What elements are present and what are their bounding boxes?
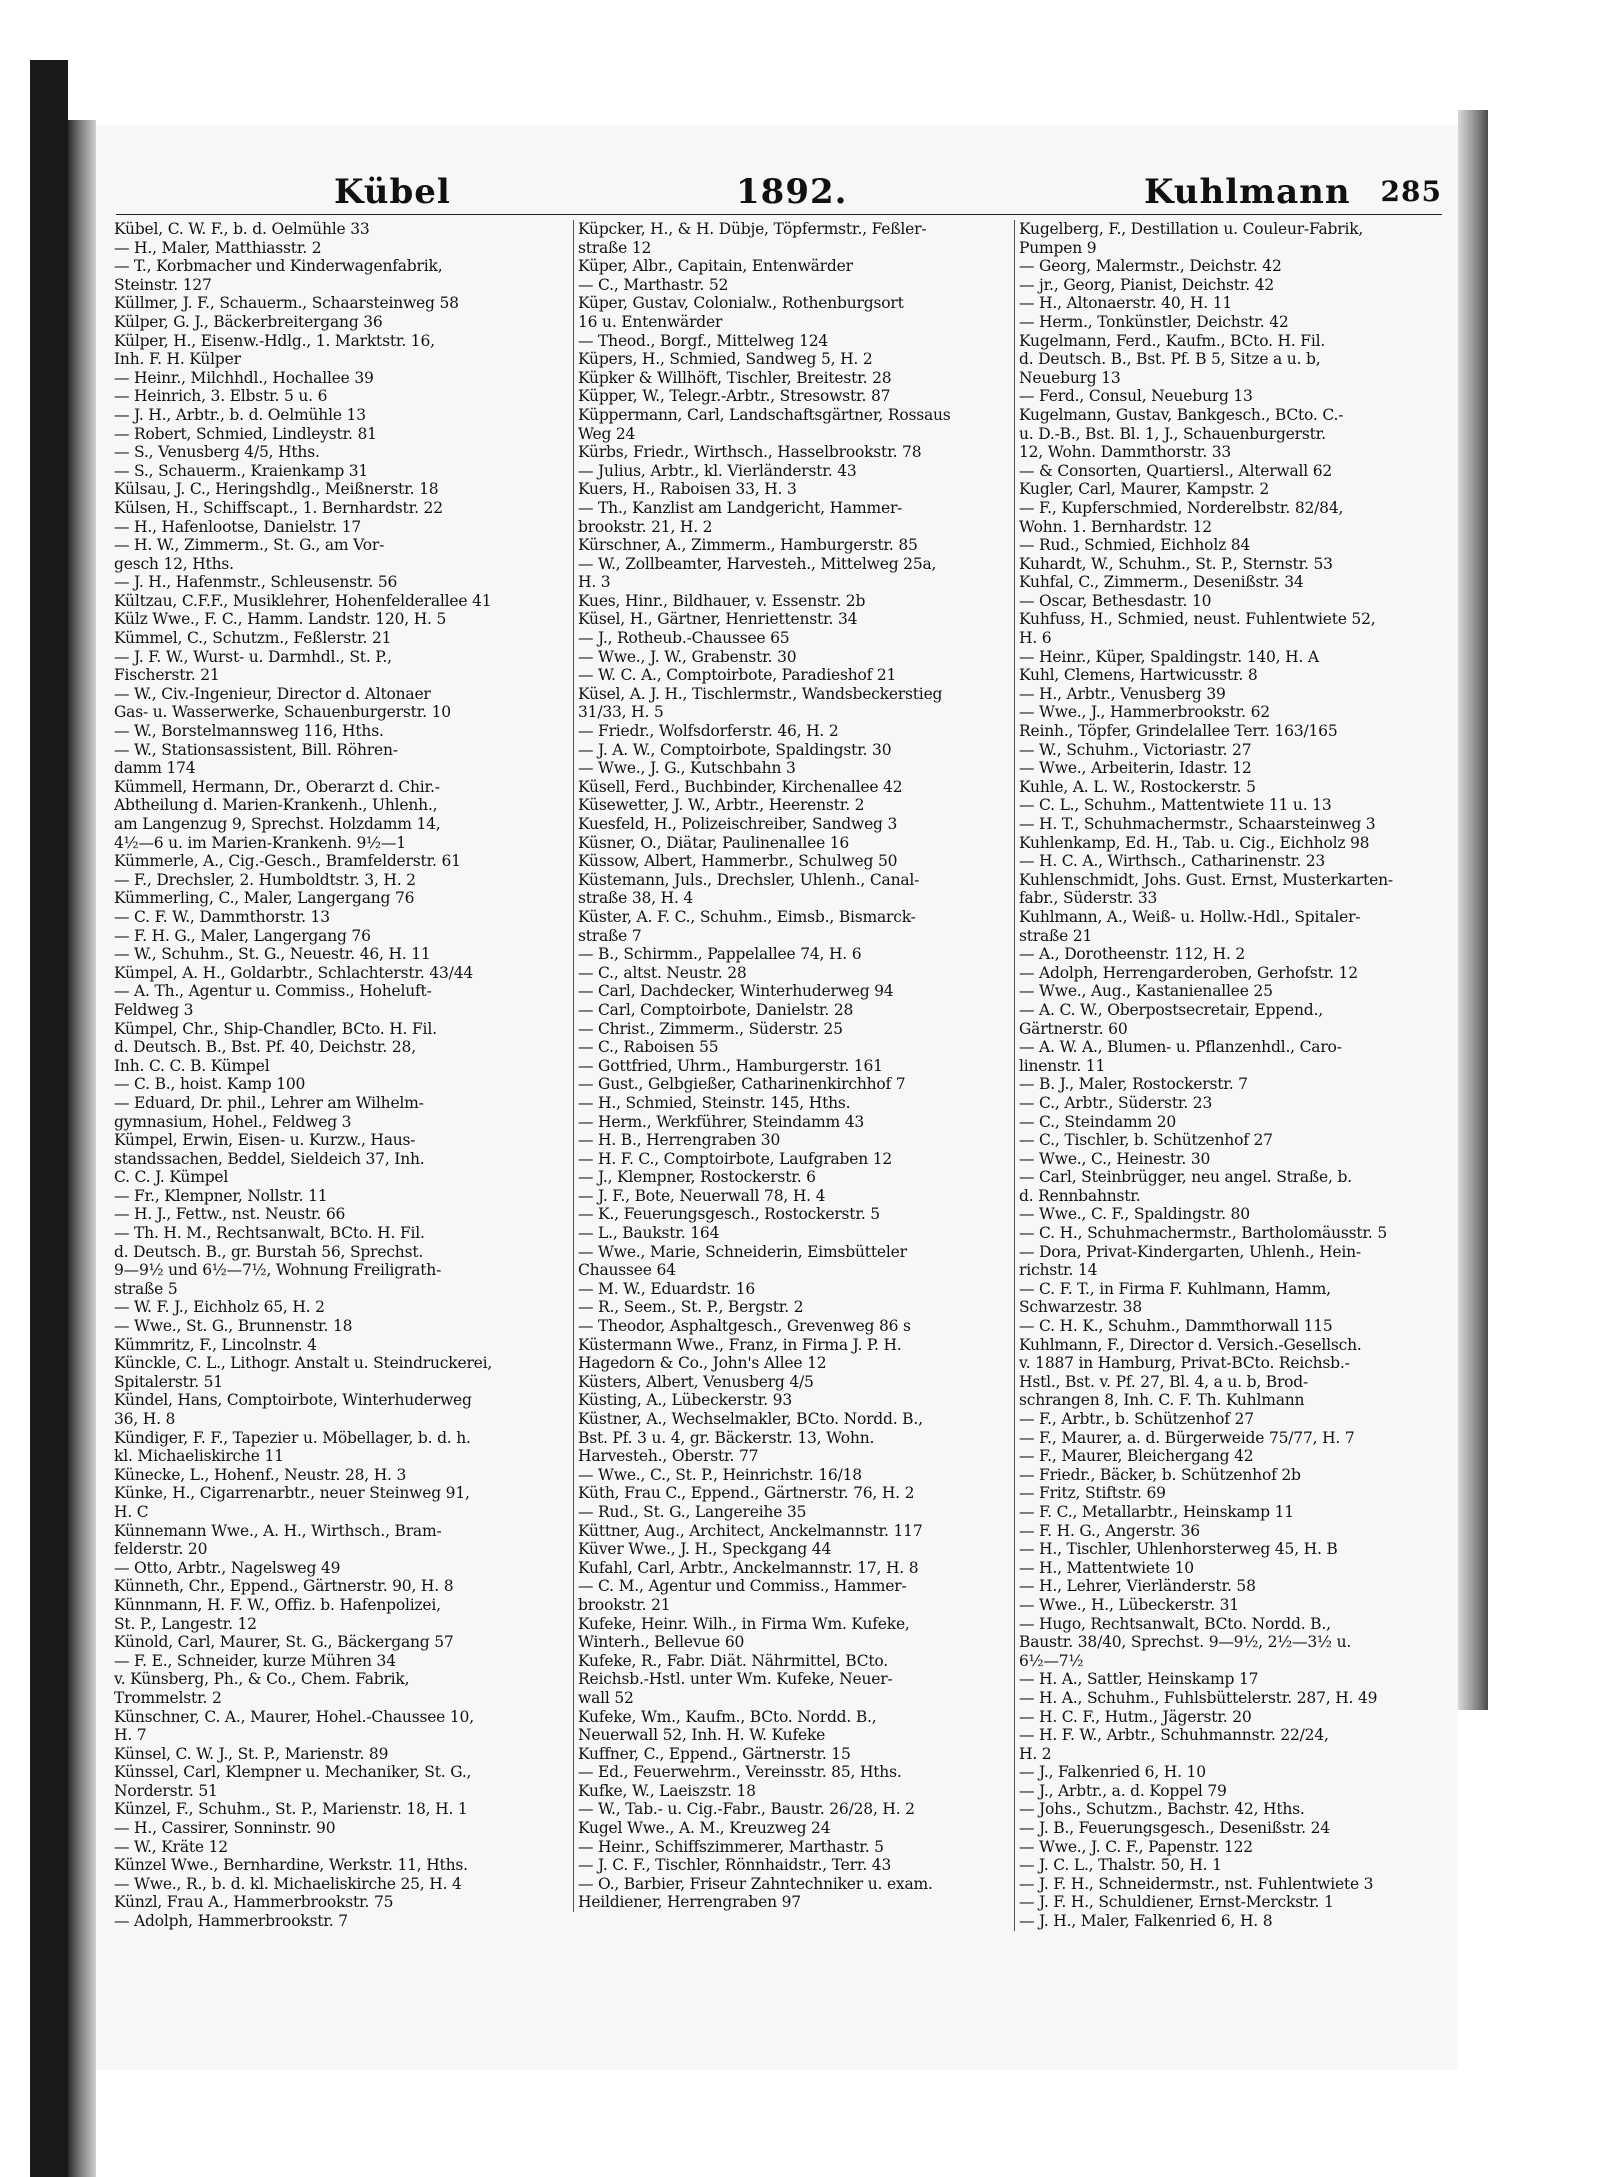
directory-entry-line: Künneth, Chr., Eppend., Gärtnerstr. 90, H. 8 bbox=[114, 1577, 454, 1596]
directory-entry-line: d. Deutsch. B., Bst. Pf. 40, Deichstr. 28, bbox=[114, 1038, 416, 1057]
directory-entry-line: Küster, A. F. C., Schuhm., Eimsb., Bismarck- bbox=[578, 907, 916, 926]
directory-entry-line: — Wwe., J. W., Grabenstr. 30 bbox=[578, 647, 797, 666]
directory-entry-line: Kümmerle, A., Cig.-Gesch., Bramfelderstr. 61 bbox=[114, 852, 461, 871]
directory-entry-line: standssachen, Beddel, Sieldeich 37, Inh. bbox=[114, 1149, 425, 1168]
directory-entry-line: — jr., Georg, Pianist, Deichstr. 42 bbox=[1019, 275, 1275, 294]
directory-entry-line: richstr. 14 bbox=[1019, 1261, 1098, 1280]
directory-entry-line: — W., Zollbeamter, Harvesteh., Mittelweg 25a, bbox=[578, 554, 937, 573]
directory-entry-line: — Friedr., Bäcker, b. Schützenhof 2b bbox=[1019, 1465, 1301, 1484]
scan-gutter-shadow bbox=[68, 120, 96, 2177]
directory-entry-line: Kültzau, C.F.F., Musiklehrer, Hohenfelderallee 41 bbox=[114, 591, 492, 610]
column-3 bbox=[1014, 220, 1444, 1931]
directory-entry-line: 9—9½ und 6½—7½, Wohnung Freiligrath- bbox=[114, 1261, 442, 1280]
directory-entry-line: fabr., Süderstr. 33 bbox=[1019, 889, 1158, 908]
directory-entry-line: — B. J., Maler, Rostockerstr. 7 bbox=[1019, 1075, 1248, 1094]
directory-entry-line: Külsen, H., Schiffscapt., 1. Bernhardstr. 22 bbox=[114, 498, 443, 517]
directory-entry-line: — C., Steindamm 20 bbox=[1019, 1112, 1177, 1131]
directory-entry-line: Trommelstr. 2 bbox=[114, 1688, 222, 1707]
directory-entry-line: — Wwe., St. G., Brunnenstr. 18 bbox=[114, 1317, 353, 1336]
page-number: 285 bbox=[1380, 175, 1442, 208]
directory-entry-line: — H., Tischler, Uhlenhorsterweg 45, H. B bbox=[1019, 1540, 1338, 1559]
directory-entry-line: — Adolph, Herrengarderoben, Gerhofstr. 12 bbox=[1019, 963, 1358, 982]
directory-entry-line: Weg 24 bbox=[578, 424, 636, 443]
directory-entry-line: — Ed., Feuerwehrm., Vereinsstr. 85, Hths. bbox=[578, 1763, 902, 1782]
directory-entry-line: Pumpen 9 bbox=[1019, 238, 1097, 257]
directory-entry-line: 31/33, H. 5 bbox=[578, 703, 664, 722]
directory-entry-line: Künke, H., Cigarrenarbtr., neuer Steinweg 91, bbox=[114, 1484, 470, 1503]
directory-entry-line: 12, Wohn. Dammthorstr. 33 bbox=[1019, 443, 1232, 462]
directory-entry-line: damm 174 bbox=[114, 759, 196, 778]
directory-entry-line: H. 6 bbox=[1019, 629, 1052, 648]
directory-entry-line: Fischerstr. 21 bbox=[114, 666, 220, 685]
directory-entry-line: straße 7 bbox=[578, 926, 642, 945]
directory-entry-line: — Rud., St. G., Langereihe 35 bbox=[578, 1502, 807, 1521]
directory-entry-line: — C. L., Schuhm., Mattentwiete 11 u. 13 bbox=[1019, 796, 1332, 815]
directory-entry-line: Küpcker, H., & H. Dübje, Töpfermstr., Feßler- bbox=[578, 220, 927, 238]
directory-entry-line: — Wwe., R., b. d. kl. Michaeliskirche 25, H. 4 bbox=[114, 1874, 462, 1893]
directory-entry-line: Neuerwall 52, Inh. H. W. Kufeke bbox=[578, 1726, 826, 1745]
directory-entry-line: v. Künsberg, Ph., & Co., Chem. Fabrik, bbox=[114, 1670, 410, 1689]
directory-entry-line: Künnemann Wwe., A. H., Wirthsch., Bram- bbox=[114, 1521, 442, 1540]
directory-entry-line: Küsell, Ferd., Buchbinder, Kirchenallee 42 bbox=[578, 777, 903, 796]
directory-entry-line: — Dora, Privat-Kindergarten, Uhlenh., Hein- bbox=[1019, 1242, 1361, 1261]
directory-entry-line: Künzel, F., Schuhm., St. P., Marienstr. 18, H. 1 bbox=[114, 1800, 468, 1819]
directory-entry-line: Schwarzestr. 38 bbox=[1019, 1298, 1143, 1317]
directory-entry-line: Kümmel, C., Schutzm., Feßlerstr. 21 bbox=[114, 629, 392, 648]
directory-entry-line: — H. J., Fettw., nst. Neustr. 66 bbox=[114, 1205, 346, 1224]
directory-entry-line: — W., Borstelmannsweg 116, Hths. bbox=[114, 722, 384, 741]
directory-entry-line: gymnasium, Hohel., Feldweg 3 bbox=[114, 1112, 352, 1131]
directory-entry-line: Küsner, O., Diätar, Paulinenallee 16 bbox=[578, 833, 850, 852]
directory-entry-line: straße 5 bbox=[114, 1279, 178, 1298]
directory-entry-line: — H. W., Zimmerm., St. G., am Vor- bbox=[114, 536, 385, 555]
directory-entry-line: — J., Arbtr., a. d. Koppel 79 bbox=[1019, 1781, 1227, 1800]
directory-entry-line: — C., Raboisen 55 bbox=[578, 1038, 719, 1057]
directory-entry-line: — Georg, Malermstr., Deichstr. 42 bbox=[1019, 257, 1282, 276]
directory-entry-line: — J. B., Feuerungsgesch., Desenißstr. 24 bbox=[1019, 1819, 1330, 1838]
directory-entry-line: — H. F. W., Arbtr., Schuhmannstr. 22/24, bbox=[1019, 1726, 1329, 1745]
directory-entry-line: — J. F. W., Wurst- u. Darmhdl., St. P., bbox=[114, 647, 392, 666]
directory-entry-line: — Herm., Werkführer, Steindamm 43 bbox=[578, 1112, 865, 1131]
directory-entry-line: d. Rennbahnstr. bbox=[1019, 1186, 1141, 1205]
directory-entry-line: — F. H. G., Angerstr. 36 bbox=[1019, 1521, 1200, 1540]
directory-entry-line: Kümpel, Chr., Ship-Chandler, BCto. H. Fil. bbox=[114, 1019, 437, 1038]
directory-entry-line: — O., Barbier, Friseur Zahntechniker u. exam. bbox=[578, 1874, 933, 1893]
directory-entry-line: straße 12 bbox=[578, 238, 652, 257]
directory-entry-line: 4½—6 u. im Marien-Krankenh. 9½—1 bbox=[114, 833, 406, 852]
directory-entry-line: — C. F. T., in Firma F. Kuhlmann, Hamm, bbox=[1019, 1279, 1331, 1298]
directory-entry-line: — J. C. L., Thalstr. 50, H. 1 bbox=[1019, 1856, 1222, 1875]
directory-entry-line: Gas- u. Wasserwerke, Schauenburgerstr. 10 bbox=[114, 703, 451, 722]
directory-entry-line: Kuhfuss, H., Schmied, neust. Fuhlentwiete 52, bbox=[1019, 610, 1376, 629]
directory-entry-line: — Wwe., Arbeiterin, Idastr. 12 bbox=[1019, 759, 1252, 778]
directory-entry-line: Küppermann, Carl, Landschaftsgärtner, Rossaus bbox=[578, 405, 951, 424]
directory-entry-line: — Wwe., J., Hammerbrookstr. 62 bbox=[1019, 703, 1270, 722]
directory-entry-line: Kues, Hinr., Bildhauer, v. Essenstr. 2b bbox=[578, 591, 866, 610]
directory-entry-line: wall 52 bbox=[578, 1688, 634, 1707]
directory-entry-line: — J. H., Hafenmstr., Schleusenstr. 56 bbox=[114, 573, 398, 592]
directory-entry-line: — Otto, Arbtr., Nagelsweg 49 bbox=[114, 1558, 341, 1577]
directory-entry-line: Künsel, C. W. J., St. P., Marienstr. 89 bbox=[114, 1744, 389, 1763]
directory-entry-line: Baustr. 38/40, Sprechst. 9—9½, 2½—3½ u. bbox=[1019, 1633, 1352, 1652]
directory-entry-line: — H., Cassirer, Sonninstr. 90 bbox=[114, 1819, 336, 1838]
directory-entry-line: Kufeke, R., Fabr. Diät. Nährmittel, BCto. bbox=[578, 1651, 888, 1670]
directory-entry-line: Küstermann Wwe., Franz, in Firma J. P. H. bbox=[578, 1335, 902, 1354]
directory-entry-line: Külper, G. J., Bäckerbreitergang 36 bbox=[114, 312, 383, 331]
directory-entry-line: — J., Rotheub.-Chaussee 65 bbox=[578, 629, 790, 648]
directory-entry-line: — C., Arbtr., Süderstr. 23 bbox=[1019, 1093, 1213, 1112]
directory-entry-line: — J. F., Bote, Neuerwall 78, H. 4 bbox=[578, 1186, 826, 1205]
directory-entry-line: — W., Schuhm., Victoriastr. 27 bbox=[1019, 740, 1252, 759]
directory-entry-line: Kuhfal, C., Zimmerm., Desenißstr. 34 bbox=[1019, 573, 1304, 592]
directory-entry-line: — H. T., Schuhmachermstr., Schaarsteinweg 3 bbox=[1019, 815, 1376, 833]
directory-entry-line: — L., Baukstr. 164 bbox=[578, 1224, 720, 1243]
directory-entry-line: Kugelmann, Gustav, Bankgesch., BCto. C.- bbox=[1019, 405, 1344, 424]
directory-entry-line: — H., Altonaerstr. 40, H. 11 bbox=[1019, 294, 1233, 313]
directory-entry-line: — Carl, Comptoirbote, Danielstr. 28 bbox=[578, 1000, 854, 1019]
directory-entry-line: Kümpel, Erwin, Eisen- u. Kurzw., Haus- bbox=[114, 1131, 416, 1150]
directory-entry-line: H. C bbox=[114, 1502, 149, 1521]
directory-entry-line: Künschner, C. A., Maurer, Hohel.-Chaussee 10, bbox=[114, 1707, 474, 1726]
scan-binding-edge bbox=[30, 60, 68, 2177]
directory-entry-line: Kuhl, Clemens, Hartwicusstr. 8 bbox=[1019, 666, 1258, 685]
directory-entry-line: — C. B., hoist. Kamp 100 bbox=[114, 1075, 306, 1094]
directory-entry-line: — C., altst. Neustr. 28 bbox=[578, 963, 747, 982]
directory-entry-line: — W., Kräte 12 bbox=[114, 1837, 228, 1856]
directory-entry-line: d. Deutsch. B., Bst. Pf. B 5, Sitze a u. b, bbox=[1019, 350, 1321, 369]
directory-entry-line: — Wwe., C., St. P., Heinrichstr. 16/18 bbox=[578, 1465, 862, 1484]
directory-entry-line: — R., Seem., St. P., Bergstr. 2 bbox=[578, 1298, 804, 1317]
directory-entry-line: — Ferd., Consul, Neueburg 13 bbox=[1019, 387, 1253, 406]
directory-entry-line: — W., Stationsassistent, Bill. Röhren- bbox=[114, 740, 398, 759]
directory-entry-line: Küstemann, Juls., Drechsler, Uhlenh., Canal- bbox=[578, 870, 920, 889]
directory-entry-line: brookstr. 21, H. 2 bbox=[578, 517, 713, 536]
directory-entry-line: Norderstr. 51 bbox=[114, 1781, 218, 1800]
directory-entry-line: Wohn. 1. Bernhardstr. 12 bbox=[1019, 517, 1212, 536]
directory-entry-line: — H. A., Sattler, Heinskamp 17 bbox=[1019, 1670, 1259, 1689]
header-left-catchword: Kübel bbox=[334, 172, 451, 212]
directory-entry-line: — H., Mattentwiete 10 bbox=[1019, 1558, 1194, 1577]
directory-entry-line: Kümmritz, F., Lincolnstr. 4 bbox=[114, 1335, 317, 1354]
directory-entry-line: Kübel, C. W. F., b. d. Oelmühle 33 bbox=[114, 220, 370, 238]
directory-entry-line: — C. H., Schuhmachermstr., Bartholomäusstr. 5 bbox=[1019, 1224, 1388, 1243]
column-1 bbox=[114, 220, 549, 1931]
directory-entry-line: Kuffner, C., Eppend., Gärtnerstr. 15 bbox=[578, 1744, 851, 1763]
directory-entry-line: Küsewetter, J. W., Arbtr., Heerenstr. 2 bbox=[578, 796, 865, 815]
directory-entry-line: — J. C. F., Tischler, Rönnhaidstr., Terr. 43 bbox=[578, 1856, 892, 1875]
directory-entry-line: Inh. F. H. Külper bbox=[114, 350, 241, 369]
header-right-catchword: Kuhlmann bbox=[1144, 172, 1351, 212]
directory-entry-line: brookstr. 21 bbox=[578, 1595, 671, 1614]
directory-entry-line: Künzl, Frau A., Hammerbrookstr. 75 bbox=[114, 1893, 394, 1912]
directory-entry-line: — F. E., Schneider, kurze Mühren 34 bbox=[114, 1651, 396, 1670]
directory-entry-line: — F., Drechsler, 2. Humboldtstr. 3, H. 2 bbox=[114, 870, 416, 889]
directory-entry-line: — H., Lehrer, Vierländerstr. 58 bbox=[1019, 1577, 1256, 1596]
directory-entry-line: Kufke, W., Laeiszstr. 18 bbox=[578, 1781, 756, 1800]
directory-entry-line: H. 2 bbox=[1019, 1744, 1052, 1763]
directory-entry-line: Kugelberg, F., Destillation u. Couleur-Fabrik, bbox=[1019, 220, 1364, 238]
directory-entry-line: — C., Tischler, b. Schützenhof 27 bbox=[1019, 1131, 1273, 1150]
directory-entry-line: Kümpel, A. H., Goldarbtr., Schlachterstr. 43/44 bbox=[114, 963, 474, 982]
directory-entry-line: 6½—7½ bbox=[1019, 1651, 1084, 1670]
directory-entry-line: Künecke, L., Hohenf., Neustr. 28, H. 3 bbox=[114, 1465, 407, 1484]
directory-entry-line: Chaussee 64 bbox=[578, 1261, 676, 1280]
directory-entry-line: Kuhlmann, F., Director d. Versich.-Gesellsch. bbox=[1019, 1335, 1362, 1354]
directory-entry-line: — J. H., Maler, Falkenried 6, H. 8 bbox=[1019, 1912, 1273, 1931]
directory-entry-line: — Robert, Schmied, Lindleystr. 81 bbox=[114, 424, 377, 443]
directory-entry-line: — W. F. J., Eichholz 65, H. 2 bbox=[114, 1298, 325, 1317]
directory-entry-line: Künzel Wwe., Bernhardine, Werkstr. 11, Hths. bbox=[114, 1856, 468, 1875]
directory-entry-line: Külz Wwe., F. C., Hamm. Landstr. 120, H. 5 bbox=[114, 610, 447, 629]
directory-entry-line: 16 u. Entenwärder bbox=[578, 312, 723, 331]
directory-entry-line: Kürbs, Friedr., Wirthsch., Hasselbrookstr. 78 bbox=[578, 443, 922, 462]
directory-entry-line: — J. F. H., Schuldiener, Ernst-Merckstr. 1 bbox=[1019, 1893, 1334, 1912]
directory-entry-line: — W. C. A., Comptoirbote, Paradieshof 21 bbox=[578, 666, 897, 685]
directory-entry-line: — J., Falkenried 6, H. 10 bbox=[1019, 1763, 1206, 1782]
header-year: 1892. bbox=[736, 172, 848, 212]
directory-entry-line: gesch 12, Hths. bbox=[114, 554, 234, 573]
directory-entry-line: Kümmerling, C., Maler, Langergang 76 bbox=[114, 889, 415, 908]
directory-entry-line: C. C. J. Kümpel bbox=[114, 1168, 229, 1187]
directory-entry-line: Kuhle, A. L. W., Rostockerstr. 5 bbox=[1019, 777, 1256, 796]
directory-entry-line: Abtheilung d. Marien-Krankenh., Uhlenh., bbox=[114, 796, 438, 815]
directory-entry-line: Kufeke, Heinr. Wilh., in Firma Wm. Kufeke, bbox=[578, 1614, 910, 1633]
directory-entry-line: — Fritz, Stiftstr. 69 bbox=[1019, 1484, 1166, 1503]
directory-entry-line: — Th., Kanzlist am Landgericht, Hammer- bbox=[578, 498, 903, 517]
directory-entry-line: — M. W., Eduardstr. 16 bbox=[578, 1279, 756, 1298]
directory-entry-line: v. 1887 in Hamburg, Privat-BCto. Reichsb.- bbox=[1019, 1354, 1350, 1373]
directory-entry-line: — H. C. F., Hutm., Jägerstr. 20 bbox=[1019, 1707, 1252, 1726]
directory-entry-line: — C. F. W., Dammthorstr. 13 bbox=[114, 907, 330, 926]
directory-entry-line: — A., Dorotheenstr. 112, H. 2 bbox=[1019, 945, 1246, 964]
directory-entry-line: Kuhardt, W., Schuhm., St. P., Sternstr. 53 bbox=[1019, 554, 1333, 573]
directory-entry-line: — F. H. G., Maler, Langergang 76 bbox=[114, 926, 371, 945]
directory-entry-line: Harvesteh., Oberstr. 77 bbox=[578, 1447, 759, 1466]
directory-entry-line: — H. F. C., Comptoirbote, Laufgraben 12 bbox=[578, 1149, 893, 1168]
directory-entry-line: — Gust., Gelbgießer, Catharinenkirchhof 7 bbox=[578, 1075, 906, 1094]
directory-entry-line: Küpers, H., Schmied, Sandweg 5, H. 2 bbox=[578, 350, 873, 369]
directory-entry-line: St. P., Langestr. 12 bbox=[114, 1614, 257, 1633]
directory-entry-line: — S., Venusberg 4/5, Hths. bbox=[114, 443, 320, 462]
directory-entry-line: Kuhlenkamp, Ed. H., Tab. u. Cig., Eichholz 98 bbox=[1019, 833, 1370, 852]
directory-entry-line: Küsel, A. J. H., Tischlermstr., Wandsbeckerstieg bbox=[578, 684, 943, 703]
directory-entry-line: Küper, Gustav, Colonialw., Rothenburgsort bbox=[578, 294, 904, 313]
directory-entry-line: Kuers, H., Raboisen 33, H. 3 bbox=[578, 480, 797, 499]
directory-entry-line: — J., Klempner, Rostockerstr. 6 bbox=[578, 1168, 816, 1187]
directory-entry-line: — H. B., Herrengraben 30 bbox=[578, 1131, 781, 1150]
directory-entry-line: — Th. H. M., Rechtsanwalt, BCto. H. Fil. bbox=[114, 1224, 425, 1243]
directory-entry-line: Spitalerstr. 51 bbox=[114, 1372, 223, 1391]
directory-entry-line: Kufeke, Wm., Kaufm., BCto. Nordd. B., bbox=[578, 1707, 877, 1726]
directory-entry-line: u. D.-B., Bst. Bl. 1, J., Schauenburgerstr. bbox=[1019, 424, 1326, 443]
directory-entry-line: Künold, Carl, Maurer, St. G., Bäckergang 57 bbox=[114, 1633, 454, 1652]
directory-entry-line: Külper, H., Eisenw.-Hdlg., 1. Marktstr. 16, bbox=[114, 331, 435, 350]
directory-entry-line: Küstner, A., Wechselmakler, BCto. Nordd. B., bbox=[578, 1410, 923, 1428]
directory-entry-line: — Wwe., C. F., Spaldingstr. 80 bbox=[1019, 1205, 1250, 1224]
directory-entry-line: — W., Tab.- u. Cig.-Fabr., Baustr. 26/28, H. 2 bbox=[578, 1800, 915, 1819]
directory-entry-line: — H., Hafenlootse, Danielstr. 17 bbox=[114, 517, 362, 536]
directory-entry-line: Küllmer, J. F., Schauerm., Schaarsteinweg 58 bbox=[114, 294, 459, 313]
directory-entry-line: — Heinr., Milchhdl., Hochallee 39 bbox=[114, 368, 374, 387]
directory-entry-line: — Friedr., Wolfsdorferstr. 46, H. 2 bbox=[578, 722, 839, 741]
directory-entry-line: Küsters, Albert, Venusberg 4/5 bbox=[578, 1372, 814, 1391]
directory-entry-line: — Wwe., H., Lübeckerstr. 31 bbox=[1019, 1595, 1239, 1614]
directory-entry-line: d. Deutsch. B., gr. Burstah 56, Sprechst. bbox=[114, 1242, 424, 1261]
directory-entry-line: — F., Kupferschmied, Norderelbstr. 82/84, bbox=[1019, 498, 1344, 517]
directory-entry-line: 36, H. 8 bbox=[114, 1410, 176, 1428]
directory-entry-line: Kugelmann, Ferd., Kaufm., BCto. H. Fil. bbox=[1019, 331, 1326, 350]
directory-entry-line: Küpker & Willhöft, Tischler, Breitestr. 28 bbox=[578, 368, 892, 387]
directory-entry-line: linenstr. 11 bbox=[1019, 1056, 1106, 1075]
directory-entry-line: — T., Korbmacher und Kinderwagenfabrik, bbox=[114, 257, 443, 276]
directory-entry-line: H. 3 bbox=[578, 573, 611, 592]
directory-entry-line: Küttner, Aug., Architect, Anckelmannstr. 117 bbox=[578, 1521, 923, 1540]
directory-entry-line: Kürschner, A., Zimmerm., Hamburgerstr. 85 bbox=[578, 536, 918, 555]
directory-entry-line: Steinstr. 127 bbox=[114, 275, 212, 294]
directory-entry-line: — Wwe., Aug., Kastanienallee 25 bbox=[1019, 982, 1273, 1001]
directory-entry-line: — Wwe., J. G., Kutschbahn 3 bbox=[578, 759, 796, 778]
directory-entry-line: — Herm., Tonkünstler, Deichstr. 42 bbox=[1019, 312, 1289, 331]
directory-entry-line: — Gottfried, Uhrm., Hamburgerstr. 161 bbox=[578, 1056, 883, 1075]
directory-entry-line: felderstr. 20 bbox=[114, 1540, 208, 1559]
directory-entry-line: — B., Schirmm., Pappelallee 74, H. 6 bbox=[578, 945, 862, 964]
directory-entry-line: straße 38, H. 4 bbox=[578, 889, 694, 908]
directory-entry-line: Bst. Pf. 3 u. 4, gr. Bäckerstr. 13, Wohn. bbox=[578, 1428, 875, 1447]
directory-entry-line: — Wwe., J. C. F., Papenstr. 122 bbox=[1019, 1837, 1253, 1856]
running-header bbox=[116, 170, 1442, 215]
directory-entry-line: Kufahl, Carl, Arbtr., Anckelmannstr. 17, H. 8 bbox=[578, 1558, 919, 1577]
directory-entry-line: — A. C. W., Oberpostsecretair, Eppend., bbox=[1019, 1000, 1323, 1019]
directory-entry-line: Küper, Albr., Capitain, Entenwärder bbox=[578, 257, 853, 276]
directory-entry-line: — S., Schauerm., Kraienkamp 31 bbox=[114, 461, 369, 480]
directory-entry-line: kl. Michaeliskirche 11 bbox=[114, 1447, 284, 1466]
directory-entry-line: — F., Maurer, a. d. Bürgerweide 75/77, H. 7 bbox=[1019, 1428, 1355, 1447]
directory-entry-line: Künckle, C. L., Lithogr. Anstalt u. Steindruckerei, bbox=[114, 1354, 493, 1373]
directory-entry-line: — Theod., Borgf., Mittelweg 124 bbox=[578, 331, 829, 350]
directory-entry-line: — Heinrich, 3. Elbstr. 5 u. 6 bbox=[114, 387, 328, 406]
directory-entry-line: — H., Maler, Matthiasstr. 2 bbox=[114, 238, 322, 257]
directory-entry-line: — Wwe., Marie, Schneiderin, Eimsbütteler bbox=[578, 1242, 907, 1261]
directory-entry-line: Künssel, Carl, Klempner u. Mechaniker, St. G., bbox=[114, 1763, 472, 1782]
directory-entry-line: Hstl., Bst. v. Pf. 27, Bl. 4, a u. b, Brod- bbox=[1019, 1372, 1309, 1391]
directory-entry-line: — J. A. W., Comptoirbote, Spaldingstr. 30 bbox=[578, 740, 892, 759]
scan-page-edge bbox=[1458, 110, 1488, 1710]
directory-entry-line: — Heinr., Schiffszimmerer, Marthastr. 5 bbox=[578, 1837, 884, 1856]
directory-entry-line: — J. F. H., Schneidermstr., nst. Fuhlentwiete 3 bbox=[1019, 1874, 1374, 1893]
directory-entry-line: — H. A., Schuhm., Fuhlsbüttelerstr. 287, H. 49 bbox=[1019, 1688, 1378, 1707]
directory-entry-line: Feldweg 3 bbox=[114, 1000, 194, 1019]
directory-entry-line: — Oscar, Bethesdastr. 10 bbox=[1019, 591, 1212, 610]
directory-entry-line: — K., Feuerungsgesch., Rostockerstr. 5 bbox=[578, 1205, 880, 1224]
directory-entry-line: — Johs., Schutzm., Bachstr. 42, Hths. bbox=[1019, 1800, 1305, 1819]
directory-entry-line: — H., Schmied, Steinstr. 145, Hths. bbox=[578, 1093, 851, 1112]
directory-entry-line: — Adolph, Hammerbrookstr. 7 bbox=[114, 1912, 348, 1931]
directory-entry-line: — A. W. A., Blumen- u. Pflanzenhdl., Caro- bbox=[1019, 1038, 1342, 1057]
directory-entry-line: Gärtnerstr. 60 bbox=[1019, 1019, 1128, 1038]
directory-entry-line: Kündiger, F. F., Tapezier u. Möbellager, b. d. h. bbox=[114, 1428, 471, 1447]
directory-entry-line: Heildiener, Herrengraben 97 bbox=[578, 1893, 801, 1912]
directory-entry-line: — Hugo, Rechtsanwalt, BCto. Nordd. B., bbox=[1019, 1614, 1331, 1633]
directory-entry-line: H. 7 bbox=[114, 1726, 147, 1745]
directory-entry-line: — Carl, Dachdecker, Winterhuderweg 94 bbox=[578, 982, 894, 1001]
directory-entry-line: Hagedorn & Co., John's Allee 12 bbox=[578, 1354, 827, 1373]
directory-entry-line: am Langenzug 9, Sprechst. Holzdamm 14, bbox=[114, 815, 441, 833]
directory-entry-line: — & Consorten, Quartiersl., Alterwall 62 bbox=[1019, 461, 1333, 480]
directory-entry-line: Kuesfeld, H., Polizeischreiber, Sandweg 3 bbox=[578, 815, 898, 833]
directory-page bbox=[96, 125, 1458, 2070]
directory-entry-line: — F., Maurer, Bleichergang 42 bbox=[1019, 1447, 1254, 1466]
directory-entry-line: — C. M., Agentur und Commiss., Hammer- bbox=[578, 1577, 907, 1596]
directory-entry-line: — W., Civ.-Ingenieur, Director d. Altonaer bbox=[114, 684, 431, 703]
directory-entry-line: Küsel, H., Gärtner, Henriettenstr. 34 bbox=[578, 610, 858, 629]
column-2 bbox=[573, 220, 1013, 1912]
directory-entry-line: — Heinr., Küper, Spaldingstr. 140, H. A bbox=[1019, 647, 1319, 666]
directory-entry-line: Küsting, A., Lübeckerstr. 93 bbox=[578, 1391, 792, 1410]
directory-entry-line: — Eduard, Dr. phil., Lehrer am Wilhelm- bbox=[114, 1093, 424, 1112]
directory-entry-line: — Rud., Schmied, Eichholz 84 bbox=[1019, 536, 1251, 555]
directory-entry-line: Kugel Wwe., A. M., Kreuzweg 24 bbox=[578, 1819, 831, 1838]
directory-entry-line: Künnmann, H. F. W., Offiz. b. Hafenpolizei, bbox=[114, 1595, 441, 1614]
directory-entry-line: — F. C., Metallarbtr., Heinskamp 11 bbox=[1019, 1502, 1294, 1521]
directory-entry-line: Küssow, Albert, Hammerbr., Schulweg 50 bbox=[578, 852, 898, 871]
directory-entry-line: — Christ., Zimmerm., Süderstr. 25 bbox=[578, 1019, 843, 1038]
directory-entry-line: Kuhlenschmidt, Johs. Gust. Ernst, Musterkarten- bbox=[1019, 870, 1393, 889]
directory-entry-line: Kuhlmann, A., Weiß- u. Hollw.-Hdl., Spitaler- bbox=[1019, 907, 1361, 926]
directory-entry-line: Neueburg 13 bbox=[1019, 368, 1121, 387]
directory-entry-line: schrangen 8, Inh. C. F. Th. Kuhlmann bbox=[1019, 1391, 1305, 1410]
directory-entry-line: Küth, Frau C., Eppend., Gärtnerstr. 76, H. 2 bbox=[578, 1484, 915, 1503]
directory-entry-line: — F., Arbtr., b. Schützenhof 27 bbox=[1019, 1410, 1254, 1428]
directory-entry-line: — Theodor, Asphaltgesch., Grevenweg 86 s bbox=[578, 1317, 911, 1336]
directory-entry-line: Küver Wwe., J. H., Speckgang 44 bbox=[578, 1540, 832, 1559]
directory-entry-line: Küpper, W., Telegr.-Arbtr., Stresowstr. 87 bbox=[578, 387, 891, 406]
directory-entry-line: straße 21 bbox=[1019, 926, 1093, 945]
directory-entry-line: — J. H., Arbtr., b. d. Oelmühle 13 bbox=[114, 405, 366, 424]
directory-entry-line: Kümmell, Hermann, Dr., Oberarzt d. Chir.- bbox=[114, 777, 440, 796]
directory-entry-line: — A. Th., Agentur u. Commiss., Hoheluft- bbox=[114, 982, 432, 1001]
directory-entry-line: — Fr., Klempner, Nollstr. 11 bbox=[114, 1186, 328, 1205]
directory-entry-line: — C., Marthastr. 52 bbox=[578, 275, 729, 294]
directory-entry-line: — Julius, Arbtr., kl. Vierländerstr. 43 bbox=[578, 461, 857, 480]
directory-entry-line: Kugler, Carl, Maurer, Kampstr. 2 bbox=[1019, 480, 1270, 499]
directory-entry-line: Reinh., Töpfer, Grindelallee Terr. 163/165 bbox=[1019, 722, 1338, 741]
directory-entry-line: — H., Arbtr., Venusberg 39 bbox=[1019, 684, 1226, 703]
directory-entry-line: Kündel, Hans, Comptoirbote, Winterhuderweg bbox=[114, 1391, 472, 1410]
directory-entry-line: — Wwe., C., Heinestr. 30 bbox=[1019, 1149, 1211, 1168]
directory-entry-line: — C. H. K., Schuhm., Dammthorwall 115 bbox=[1019, 1317, 1333, 1336]
directory-entry-line: Inh. C. C. B. Kümpel bbox=[114, 1056, 270, 1075]
directory-entry-line: — H. C. A., Wirthsch., Catharinenstr. 23 bbox=[1019, 852, 1326, 871]
directory-entry-line: — W., Schuhm., St. G., Neuestr. 46, H. 11 bbox=[114, 945, 431, 964]
directory-entry-line: Reichsb.-Hstl. unter Wm. Kufeke, Neuer- bbox=[578, 1670, 893, 1689]
directory-entry-line: Külsau, J. C., Heringshdlg., Meißnerstr. 18 bbox=[114, 480, 439, 499]
directory-entry-line: Winterh., Bellevue 60 bbox=[578, 1633, 745, 1652]
directory-entry-line: — Carl, Steinbrügger, neu angel. Straße, b. bbox=[1019, 1168, 1352, 1187]
